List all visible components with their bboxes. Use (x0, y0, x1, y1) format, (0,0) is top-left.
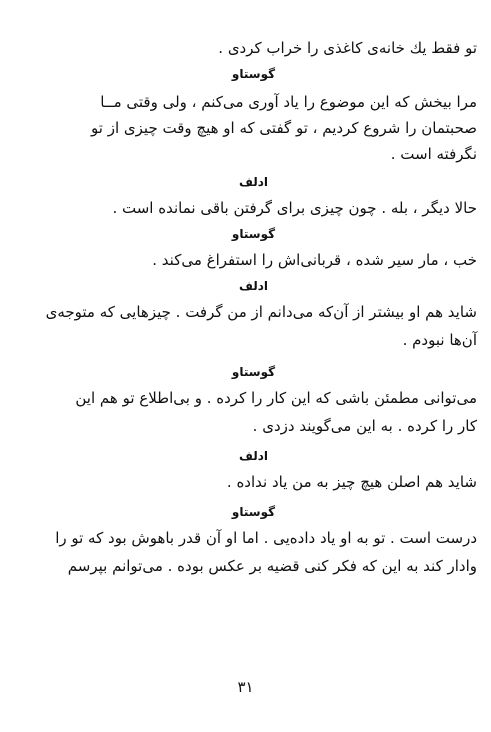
dialogue-page (30, 38, 477, 576)
text-line: وادار کند به این که فکر کنی قضیه بر عکس بوده . می‌توانم بپرسم (67, 557, 477, 575)
text-line: صحبتمان را شروع کردیم ، تو گفتی که او هیچ وقت چیزی از تو (91, 119, 477, 137)
text-line: مرا بیخش که این موضوع را یاد آوری می‌کنم ، ولی وقتی مــا (100, 93, 477, 111)
text-line: حالا دیگر ، بله . چون چیزی برای گرفتن باقی نمانده است . (112, 199, 477, 217)
speaker-name: ادلف (238, 279, 269, 293)
text-line: می‌توانی مطمئن باشی که این کار را کرده . و بی‌اطلاع تو هم این (75, 389, 477, 407)
text-line: تو فقط یك خانه‌ی کاغذی را خراب کردی . (218, 39, 477, 57)
text-line: نگرفته است . (390, 145, 477, 163)
speaker-name: ادلف (238, 449, 269, 463)
speaker-name: گوستاو (231, 505, 276, 519)
page-number: ۳۱ (237, 678, 254, 696)
speaker-name: گوستاو (231, 67, 276, 81)
text-line: آن‌ها نبودم . (402, 331, 477, 349)
text-line: شاید هم اصلن هیچ چیز به من یاد نداده . (226, 473, 477, 491)
speaker-name: گوستاو (231, 365, 276, 379)
text-line: کار را کرده . به این می‌گویند دزدی . (252, 417, 477, 435)
text-line: خب ، مار سیر شده ، قربانی‌اش را استفراغ می‌کند . (152, 251, 477, 269)
text-line: شاید هم او بیشتر از آن‌که می‌دانم از من گرفت . چیزهایی که متوجه‌ی (45, 303, 477, 321)
speaker-name: گوستاو (231, 227, 276, 241)
text-line: درست است . تو به او یاد داده‌یی . اما او آن قدر باهوش بود که تو را (55, 529, 477, 547)
speaker-name: ادلف (238, 175, 269, 189)
